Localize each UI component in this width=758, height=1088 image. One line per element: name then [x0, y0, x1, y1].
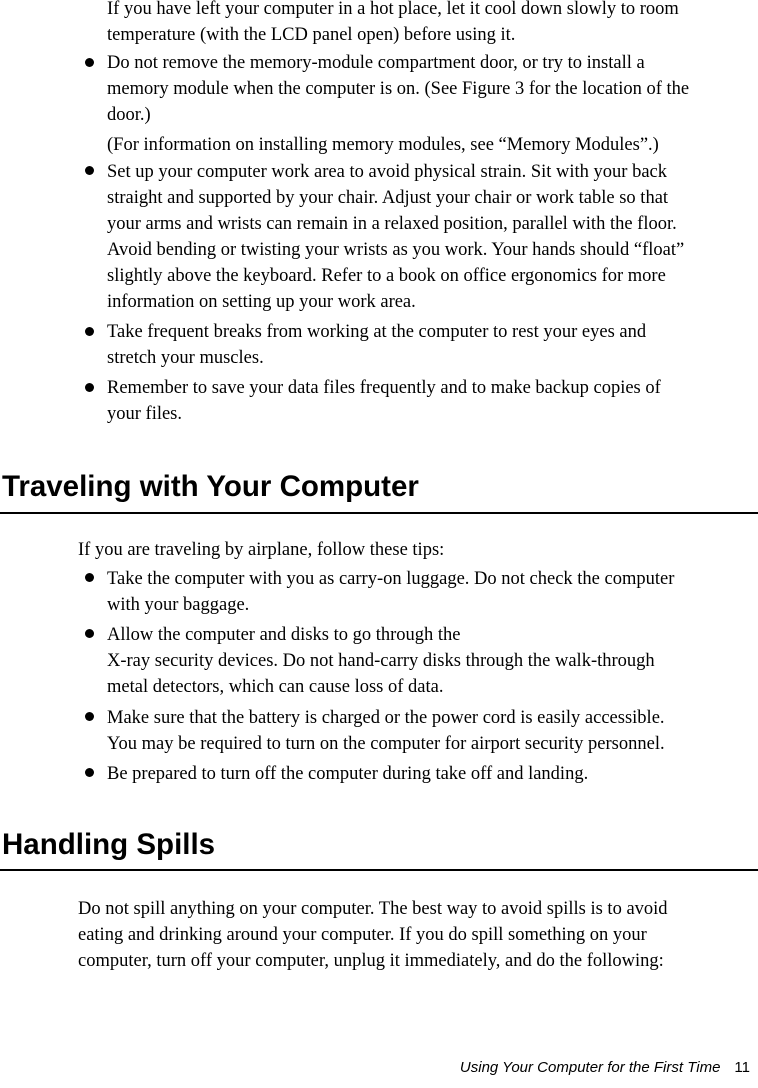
traveling-intro: If you are traveling by airplane, follow these tips:	[78, 540, 445, 560]
bullet-icon	[85, 327, 94, 336]
bullet-text: straight and supported by your chair. Adjust your chair or work table so that	[107, 188, 669, 208]
bullet-text: Set up your computer work area to avoid physical strain. Sit with your back	[107, 162, 668, 182]
intro-line-1: If you have left your computer in a hot place, let it cool down slowly to room	[107, 0, 679, 19]
memory-note: (For information on installing memory modules, see “Memory Modules”.)	[107, 135, 659, 155]
bullet-text: with your baggage.	[107, 595, 250, 615]
intro-line-2: temperature (with the LCD panel open) before using it.	[107, 25, 516, 45]
bullet-text: your arms and wrists can remain in a relaxed position, parallel with the floor.	[107, 214, 677, 234]
bullet-text: Be prepared to turn off the computer during take off and landing.	[107, 764, 589, 784]
spills-text: Do not spill anything on your computer. The best way to avoid spills is to avoid	[78, 899, 668, 919]
bullet-text: Allow the computer and disks to go through the	[107, 625, 461, 645]
bullet-icon	[85, 768, 94, 777]
spills-text: computer, turn off your computer, unplug it immediately, and do the following:	[78, 951, 664, 971]
bullet-text: Remember to save your data files frequently and to make backup copies of	[107, 378, 661, 398]
bullet-text: door.)	[107, 105, 151, 125]
bullet-text: You may be required to turn on the computer for airport security personnel.	[107, 734, 665, 754]
bullet-text: metal detectors, which can cause loss of data.	[107, 677, 444, 697]
bullet-text: information on setting up your work area.	[107, 292, 416, 312]
bullet-text: Take frequent breaks from working at the computer to rest your eyes and	[107, 322, 647, 342]
bullet-text: X-ray security devices. Do not hand-carry disks through the walk-through	[107, 651, 655, 671]
bullet-icon	[85, 58, 94, 67]
bullet-text: memory module when the computer is on. (See Figure 3 for the location of the	[107, 79, 690, 99]
bullet-icon	[85, 573, 94, 582]
bullet-text: Make sure that the battery is charged or the power cord is easily accessible.	[107, 708, 665, 728]
bullet-icon	[85, 166, 94, 175]
bullet-text: Avoid bending or twisting your wrists as you work. Your hands should “float”	[107, 240, 685, 260]
page-footer	[460, 1058, 750, 1078]
section-divider	[0, 512, 758, 514]
bullet-text: Do not remove the memory-module compartment door, or try to install a	[107, 53, 645, 73]
section-heading-traveling: Traveling with Your Computer	[2, 470, 419, 503]
bullet-text: stretch your muscles.	[107, 348, 264, 368]
bullet-text: slightly above the keyboard. Refer to a book on office ergonomics for more	[107, 266, 666, 286]
footer-title: Using Your Computer for the First Time	[459, 1059, 721, 1076]
bullet-icon	[85, 712, 94, 721]
page-number: 11	[734, 1059, 750, 1076]
bullet-text: your files.	[107, 404, 183, 424]
section-divider	[0, 869, 758, 871]
bullet-icon	[85, 629, 94, 638]
section-heading-spills: Handling Spills	[2, 828, 216, 861]
bullet-icon	[85, 383, 94, 392]
bullet-text: Take the computer with you as carry-on luggage. Do not check the computer	[107, 569, 675, 589]
spills-text: eating and drinking around your computer. If you do spill something on your	[78, 925, 647, 945]
